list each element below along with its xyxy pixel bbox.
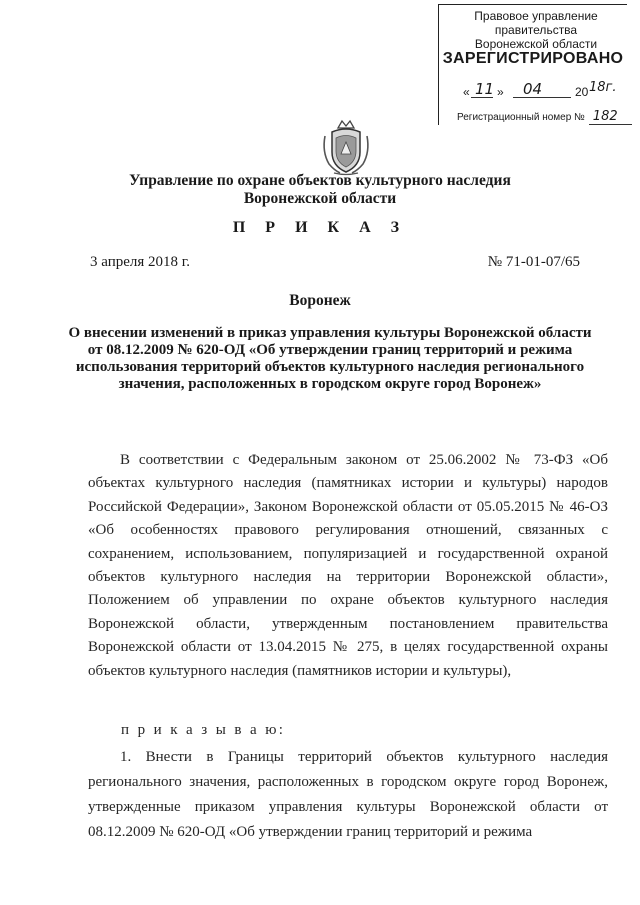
paragraph-1-text: В соответствии с Федеральным законом от 25.06.2002 № 73-ФЗ «Об объектах культурного наследия (памятниках истории и культуры) народов Российской Федерации», Законом Воронежской области от 05.05.2015 № 46-ОЗ «Об особенностях правового регулирования отношений, связанных с сохранением, использованием, популяризацией и государственной охраной объектов культурного наследия на территории Воронежской области», Положением об управлении по охране объектов культурного наследия Воронежской области, утвержденным постановлением правительства Воронежской области от 13.04.2015 № 275, в целях государственной охраны объектов культурного наследия (памятников истории и культуры), (88, 452, 608, 679)
issuer-header (0, 172, 640, 208)
stamp-reg-number-row (457, 109, 632, 124)
document-date: 3 апреля 2018 г. (90, 254, 190, 270)
stamp-year-suffix: 18г. (589, 80, 617, 95)
stamp-month: 04 (523, 80, 543, 98)
body-paragraph-1 (88, 449, 608, 683)
registration-stamp (438, 4, 627, 125)
stamp-close-quote: » (497, 85, 504, 99)
stamp-status: ЗАРЕГИСТРИРОВАНО (442, 50, 624, 67)
stamp-day-underline (471, 97, 493, 98)
stamp-month-underline (513, 97, 571, 98)
coat-of-arms-icon (320, 118, 372, 176)
stamp-org-line2: Воронежской области (474, 37, 598, 51)
order-word: п р и к а з ы в а ю: (121, 722, 286, 738)
paragraph-2-text: 1. Внести в Границы территорий объектов культурного наследия регионального значения, расположенных в городском округе город Воронеж, утвержденные приказом управления культуры Воронежской области от 08.12.2009 № 620-ОД «Об утверждении границ территорий и режима (88, 749, 608, 840)
body-paragraph-2 (88, 745, 608, 845)
stamp-reg-label: Регистрационный номер № (457, 112, 585, 123)
stamp-open-quote: « (463, 85, 470, 99)
document-title: П Р И К А З (232, 219, 408, 236)
stamp-reg-number: 182 (589, 109, 632, 125)
stamp-day: 11 (475, 80, 495, 98)
stamp-org-line1: Правовое управление правительства (474, 9, 598, 37)
document-subject: О внесении изменений в приказ управления культуры Воронежской области от 08.12.2009 № 620-ОД «Об утверждении границ территорий и режима использования территорий объектов культурного наследия регионального значения, расположенных в городском округе город Воронеж» (68, 325, 592, 392)
stamp-date (457, 82, 625, 100)
stamp-organization (447, 9, 625, 51)
document-city: Воронеж (289, 292, 351, 309)
document-number: № 71-01-07/65 (487, 254, 580, 270)
stamp-year-prefix: 20 (575, 85, 589, 99)
issuer-line1: Управление по охране объектов культурного наследия (129, 172, 511, 189)
issuer-line2: Воронежской области (243, 190, 397, 207)
